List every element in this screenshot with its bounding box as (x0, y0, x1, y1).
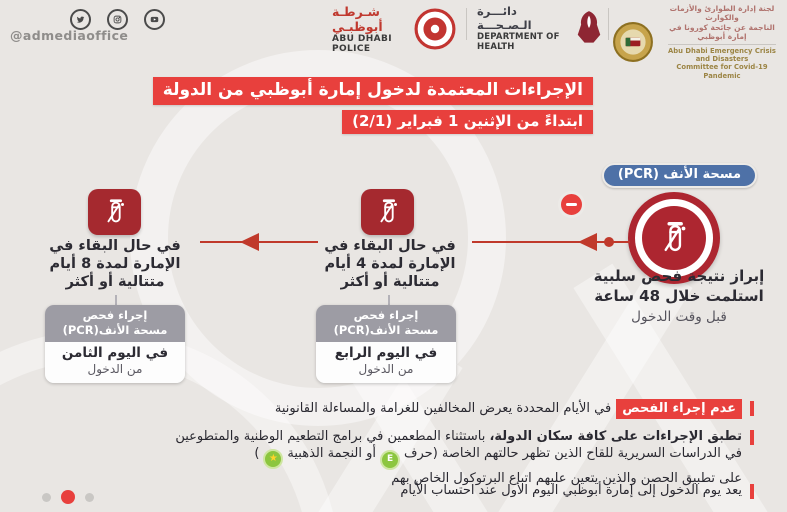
note-exemptions-line1-bold: تطبق الإجراءات على كافة سكان الدولة، (489, 429, 742, 444)
police-emblem-glyph (414, 8, 456, 50)
committee-wordmark (660, 4, 784, 80)
day8-timing-label (45, 342, 185, 383)
flow-dot (604, 237, 614, 247)
arrow-left-icon (578, 233, 597, 251)
day4-action-line1: إجراء فحص (353, 308, 419, 322)
note-exemptions-line1 (32, 428, 742, 445)
doh-name-english: DEPARTMENT OF HEALTH (477, 32, 560, 52)
day8-action-label (45, 305, 185, 342)
day4-action-line2: مسحة الأنف(PCR) (333, 323, 439, 337)
note-penalty (275, 399, 742, 419)
doh-falcon-icon (571, 8, 607, 48)
police-name-arabic: شـرطـة أبوظبـي (332, 4, 383, 34)
note-marker (750, 484, 754, 499)
page-title-line2: ابتداءً من الإثنين 1 فبراير (2/1) (342, 110, 593, 134)
note-day-counting: يعد يوم الدخول إلى إمارة أبوظبي اليوم الأول عند احتساب الأيام (400, 483, 742, 498)
day8-condition-line3: متتالية أو أكثر (65, 274, 165, 290)
committee-name-english-2: Committee for Covid-19 Pandemic (676, 63, 768, 80)
doh-name-arabic: دائـــرة الـصـحـــة (477, 4, 532, 32)
note-exemptions (32, 428, 742, 487)
police-emblem-icon (414, 8, 456, 50)
arrow-left-icon (240, 233, 259, 251)
entry-caption-normal: قبل وقت الدخول (631, 309, 727, 325)
pagination-dots (42, 490, 94, 504)
police-wordmark (332, 4, 408, 54)
flow-connector-left (200, 241, 318, 243)
day4-condition-line3: متتالية أو أكثر (340, 274, 440, 290)
day4-action-card (316, 305, 456, 383)
instagram-icon[interactable] (107, 9, 128, 30)
page-title-line1: الإجراءات المعتمدة لدخول إمارة أبوظبي من الدولة (153, 77, 593, 105)
day4-test-node (361, 189, 414, 235)
pagination-dot-1[interactable] (42, 493, 51, 502)
instagram-glyph (113, 15, 122, 24)
test-tube-icon (642, 206, 706, 270)
header-divider (608, 8, 609, 40)
twitter-glyph (76, 15, 85, 24)
committee-name-arabic-1: لجنة إدارة الطوارئ والأزمات والكوارث (669, 4, 775, 23)
note-exemptions-line2-a: في الدراسات السريرية للقاح الذين تظهر حالتهم الخاصة (حرف (404, 446, 742, 461)
entry-caption-bold-1: إبراز نتيجة فحص سلبية (593, 267, 765, 285)
header-divider (466, 8, 467, 40)
day4-condition-line2: الإمارة لمدة 4 أيام (324, 256, 456, 272)
day8-condition-line2: الإمارة لمدة 8 أيام (49, 256, 181, 272)
emergency-committee-logo (612, 4, 784, 80)
day8-action-line2: مسحة الأنف(PCR) (62, 323, 168, 337)
committee-name-arabic-2: الناجمة عن جائحة كورونا في إمارة أبوظبي (669, 22, 775, 42)
day8-test-node (88, 189, 141, 235)
day4-condition-line1: في حال البقاء في (324, 238, 456, 254)
twitter-icon[interactable] (70, 9, 91, 30)
day4-timing-normal: من الدخول (358, 362, 414, 376)
note-penalty-text: في الأيام المحددة يعرض المخالفين للغرامة والمساءلة القانونية (274, 401, 612, 416)
day4-condition (315, 237, 465, 291)
day8-timing-normal: من الدخول (87, 362, 143, 376)
day8-timing-bold: في اليوم الثامن (61, 345, 169, 361)
committee-emblem-glyph (612, 21, 654, 63)
department-of-health-logo (477, 4, 607, 52)
test-tube-glyph (373, 197, 403, 227)
note-exemptions-line2-c: ) (254, 446, 260, 461)
entry-requirement-caption (578, 266, 780, 327)
youtube-glyph (150, 15, 159, 24)
committee-divider (668, 44, 776, 45)
letter-e: E (386, 454, 394, 464)
day4-action-label (316, 305, 456, 342)
social-handle[interactable]: @admediaoffice (10, 28, 129, 43)
note-marker (750, 401, 754, 416)
note-exemptions-line2 (32, 445, 742, 470)
day4-timing-bold: في اليوم الرابع (334, 345, 438, 361)
entry-caption-bold-2: استلمت خلال 48 ساعة (594, 287, 764, 305)
gold-star-badge-icon (263, 449, 283, 469)
doh-falcon-glyph (571, 8, 607, 48)
note-exemptions-line2-b: أو النجمة الذهبية (287, 446, 377, 461)
note-penalty-highlight: عدم إجراء الفحص (616, 399, 742, 419)
pagination-dot-3[interactable] (85, 493, 94, 502)
day8-condition (40, 237, 190, 291)
note-marker (750, 430, 754, 445)
minus-badge-icon (558, 191, 585, 218)
test-tube-glyph (100, 197, 130, 227)
day4-timing-label (316, 342, 456, 383)
committee-emblem-icon (612, 21, 654, 63)
day8-action-card (45, 305, 185, 383)
social-icons (70, 9, 165, 30)
youtube-icon[interactable] (144, 9, 165, 30)
pagination-dot-2-active[interactable] (61, 490, 75, 504)
gold-star: ★ (268, 453, 278, 464)
committee-name-english-1: Abu Dhabi Emergency Crisis and Disasters (668, 46, 776, 63)
day8-condition-line1: في حال البقاء في (49, 238, 181, 254)
doh-wordmark (477, 4, 565, 52)
test-tube-glyph (655, 219, 693, 257)
pcr-swab-badge: مسحة الأنف (PCR) (602, 163, 757, 188)
day8-action-line1: إجراء فحص (82, 308, 148, 322)
note-exemptions-line1-rest: باستثناء المطعمين في برامج التطعيم الوطنية والمتطوعين (175, 429, 490, 444)
note-exemptions-line3: على تطبيق الحصن والذين يتعين عليهم اتباع البرتوكول الخاص بهم (391, 470, 742, 486)
letter-e-badge-icon (380, 450, 400, 470)
abu-dhabi-police-logo (332, 4, 456, 54)
police-name-english: ABU DHABI POLICE (332, 34, 393, 54)
